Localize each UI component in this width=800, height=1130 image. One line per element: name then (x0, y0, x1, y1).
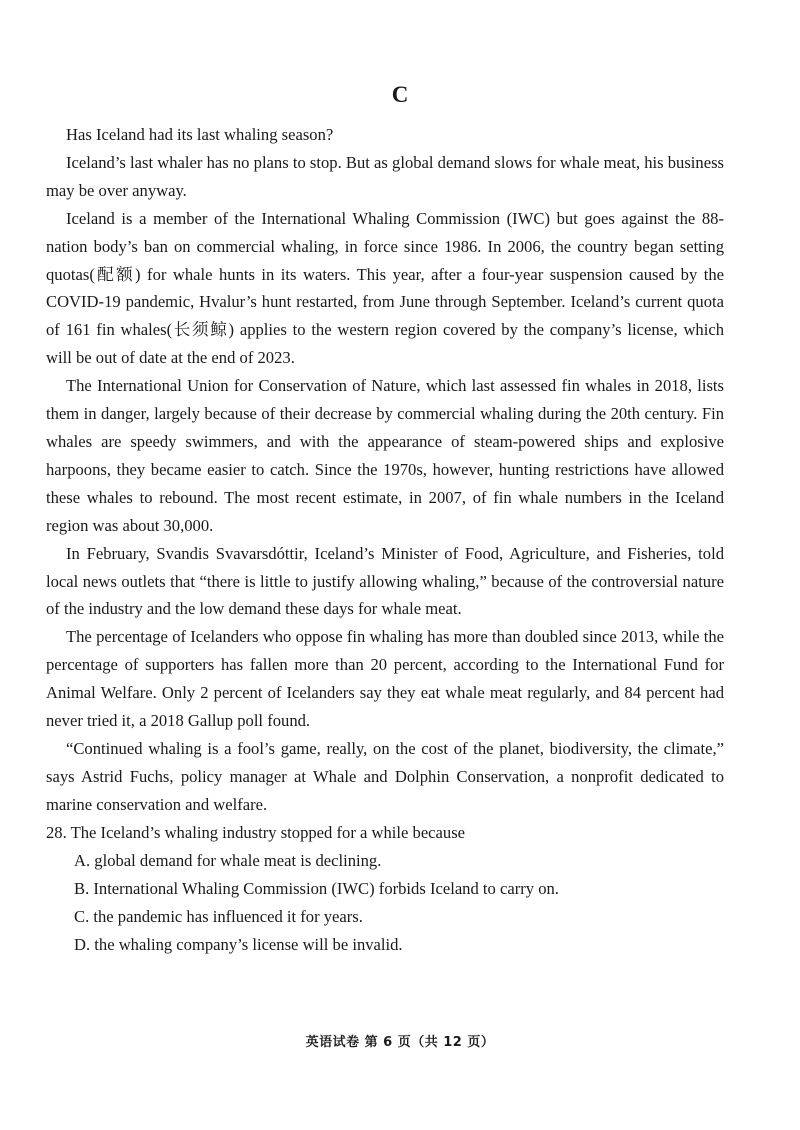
option-c: C. the pandemic has influenced it for years. (74, 906, 363, 926)
passage-paragraph: The percentage of Icelanders who oppose fin whaling has more than doubled since 2013, while the percentage of supporters has fallen more than 20 percent, according to the International Fund for Animal Welfare. Only 2 percent of Icelanders say they eat whale meat regularly, and 84 percent had never tried it, a 2018 Gallup poll found. (46, 627, 724, 731)
answer-options (46, 847, 724, 959)
page-footer: 英语试卷 第 6 页（共 12 页） (305, 1035, 495, 1050)
question-stem: 28. The Iceland’s whaling industry stopped for a while because (46, 823, 466, 842)
passage-paragraph: “Continued whaling is a fool’s game, really, on the cost of the planet, biodiversity, the climate,” says Astrid Fuchs, policy manager at Whale and Dolphin Conservation, a nonprofit dedicated to marine conservation and welfare. (46, 738, 724, 814)
option-d: D. the whaling company’s license will be invalid. (74, 934, 403, 954)
option-a: A. global demand for whale meat is declining. (74, 850, 382, 870)
passage-title: Has Iceland had its last whaling season? (66, 125, 334, 144)
option-b: B. International Whaling Commission (IWC) forbids Iceland to carry on. (74, 878, 559, 898)
passage-paragraph: Iceland’s last whaler has no plans to stop. But as global demand slows for whale meat, his business may be over anyway. (46, 152, 724, 200)
passage-paragraph: Iceland is a member of the International Whaling Commission (IWC) but goes against the 88- nation body’s ban on commercial whaling, in force since 1986. In 2006, the country began setting quotas(配额) for whale hunts in its waters. This year, after a four-year suspension caused by the COVID-19 pandemic, Hvalur’s hunt restarted, from June through September. Iceland’s current quota of 161 fin whales(长须鲸) applies to the western region covered by the company’s license, which will be out of date at the end of 2023. (46, 208, 724, 368)
passage-paragraph: In February, Svandis Svavarsdóttir, Iceland’s Minister of Food, Agriculture, and Fisheries, told local news outlets that “there is little to justify allowing whaling,” because of the controversial nature of the industry and the low demand these days for whale meat. (46, 543, 724, 619)
passage-paragraph: The International Union for Conservation of Nature, which last assessed fin whales in 2018, lists them in danger, largely because of their decrease by commercial whaling during the 20th century. Fin whales are speedy swimmers, and with the appearance of steam-powered ships and explosive harpoons, they became easier to catch. Since the 1970s, however, hunting restrictions have allowed these whales to rebound. The most recent estimate, in 2007, of fin whale numbers in the Iceland region was about 30,000. (46, 376, 724, 535)
reading-passage (46, 121, 724, 819)
section-letter: C (391, 82, 409, 107)
question-28 (46, 819, 724, 959)
